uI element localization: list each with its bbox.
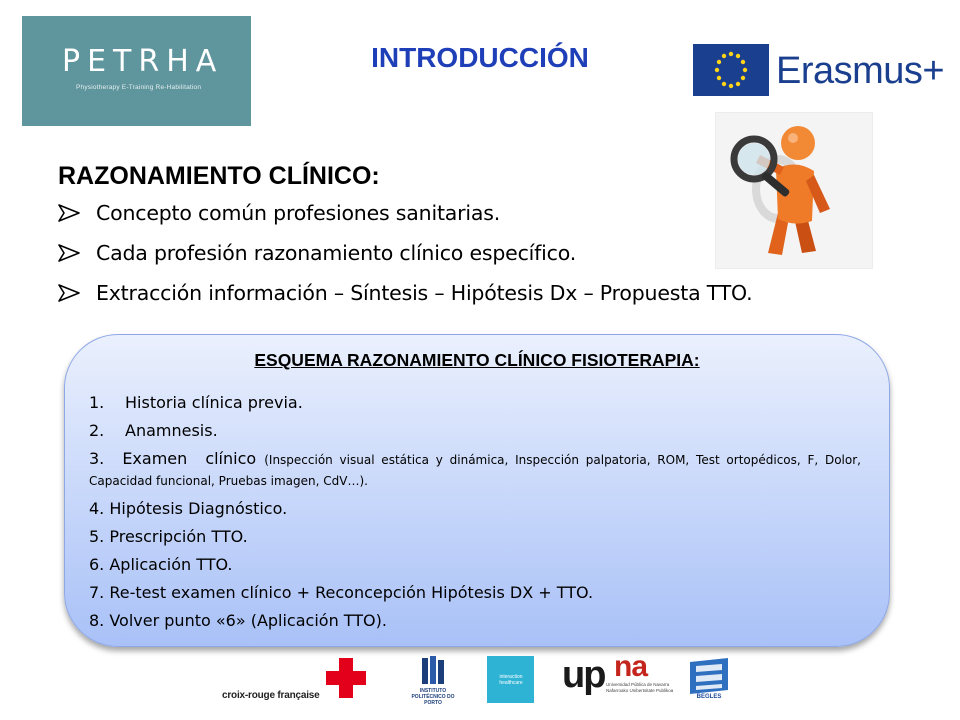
upna-na-text: na (614, 650, 648, 683)
interaction-healthcare-logo (487, 656, 534, 703)
erasmus-logo (693, 44, 948, 100)
step-item (89, 393, 861, 412)
ipp-emblem-icon (408, 656, 458, 686)
petrha-logo-name: PETRHA (62, 44, 224, 79)
ipp-text: INSTITUTO POLITÉCNICO DO PORTO (411, 688, 455, 706)
croix-rouge-logo (222, 656, 372, 706)
petrha-logo-tagline: Physiotherapy E-Training Re-Habilitation (76, 84, 202, 91)
step-item (89, 449, 861, 491)
bullet-item (58, 243, 752, 264)
croix-rouge-text: croix-rouge française (222, 690, 320, 701)
bullet-text: Cada profesión razonamiento clínico específico. (96, 241, 577, 265)
step-number: 1. (89, 393, 105, 412)
step-number: 2. (89, 421, 105, 440)
arrow-bullet-icon (58, 244, 80, 262)
red-cross-icon (326, 658, 366, 698)
step-item: 4. Hipótesis Diagnóstico. (89, 499, 288, 518)
step-item: 5. Prescripción TTO. (89, 527, 248, 546)
arrow-bullet-icon (58, 204, 80, 222)
step-detail: (Inspección visual estática y dinámica, Inspección palpatoria, ROM, Test ortopédicos, F, Dolor, Capacidad funcional, Pruebas imagen, CdV…). (89, 453, 861, 488)
section-heading: RAZONAMIENTO CLÍNICO: (58, 162, 380, 190)
begles-text: BEGLES (696, 694, 722, 700)
begles-emblem-icon (686, 658, 732, 694)
scheme-panel (64, 334, 890, 647)
step-item: 8. Volver punto «6» (Aplicación TTO). (89, 611, 387, 630)
upna-up-text: up (562, 654, 605, 696)
bullet-item (58, 283, 752, 304)
ipp-logo (408, 656, 458, 704)
step-item (89, 421, 861, 440)
step-text: Anamnesis. (125, 421, 218, 440)
upna-logo (562, 650, 674, 704)
eu-flag-icon (693, 44, 769, 96)
erasmus-logo-name: Erasmus+ (776, 50, 945, 92)
panel-title: ESQUEMA RAZONAMIENTO CLÍNICO FISIOTERAPIA: (254, 350, 700, 370)
upna-subtitle: Universidad Pública de Navarra Nafarroako Unibertsitate Publikoa (606, 682, 674, 693)
step-text: 3. Examen clínico (89, 449, 257, 468)
steps-list (89, 393, 861, 639)
interaction-text: interaction healthcare (499, 674, 523, 686)
arrow-bullet-icon (58, 284, 80, 302)
step-item: 6. Aplicación TTO. (89, 555, 233, 574)
bullet-item (58, 203, 752, 224)
bullet-text: Extracción información – Síntesis – Hipótesis Dx – Propuesta TTO. (96, 281, 753, 305)
bullet-list (58, 203, 752, 323)
petrha-logo (22, 16, 251, 126)
bullet-text: Concepto común profesiones sanitarias. (96, 201, 501, 225)
begles-logo (686, 658, 732, 704)
slide-title: INTRODUCCIÓN (371, 42, 589, 73)
step-item: 7. Re-test examen clínico + Reconcepción Hipótesis DX + TTO. (89, 583, 594, 602)
step-text: Historia clínica previa. (125, 393, 303, 412)
